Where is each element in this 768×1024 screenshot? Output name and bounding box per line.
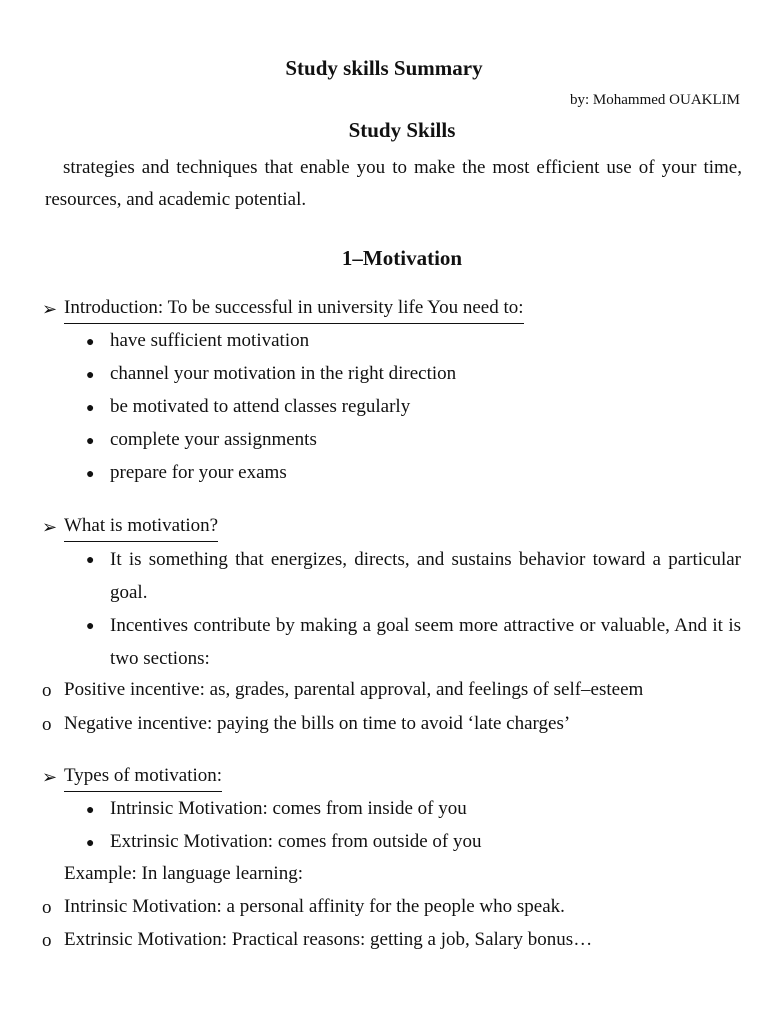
intro-list-item: channel your motivation in the right direction [110,363,457,384]
arrow-bullet-icon: ➢ [42,517,58,537]
arrow-bullet-icon: ➢ [42,299,58,319]
types-sub-item: Intrinsic Motivation: a personal affinity for the people who speak. [64,896,565,917]
intro-list-item: complete your assignments [110,429,317,450]
types-list-item: Extrinsic Motivation: comes from outside of you [110,831,482,852]
intro-list-item: be motivated to attend classes regularly [110,396,411,417]
types-list-item: Intrinsic Motivation: comes from inside of you [110,798,467,819]
intro-heading: Introduction: To be successful in university life You need to: [64,297,524,324]
bullet-icon: ● [86,368,95,383]
bullet-icon: ● [86,434,95,449]
what-list-item: Incentives contribute by making a goal seem more attractive or valuable, And it is two sections: [110,615,741,669]
bullet-icon: ● [86,619,95,634]
circle-bullet-icon: o [42,930,52,951]
types-example: Example: In language learning: [64,863,303,884]
types-heading: Types of motivation: [64,765,222,792]
what-list-item: It is something that energizes, directs, and sustains behavior toward a particular goal. [110,549,741,603]
intro-paragraph: strategies and techniques that enable you to make the most efficient use of your time, resources, and academic potential. [45,157,742,210]
bullet-icon: ● [86,401,95,416]
bullet-icon: ● [86,803,95,818]
bullet-icon: ● [86,553,95,568]
what-sub-item: Negative incentive: paying the bills on time to avoid ‘late charges’ [64,713,571,734]
what-heading: What is motivation? [64,515,218,542]
arrow-bullet-icon: ➢ [42,767,58,787]
intro-list-item: prepare for your exams [110,462,287,483]
what-sub-item: Positive incentive: as, grades, parental approval, and feelings of self–esteem [64,679,644,700]
circle-bullet-icon: o [42,680,52,701]
circle-bullet-icon: o [42,714,52,735]
intro-list-item: have sufficient motivation [110,330,310,351]
document-title: Study skills Summary [285,56,483,80]
types-sub-item: Extrinsic Motivation: Practical reasons: getting a job, Salary bonus… [64,929,593,950]
section-title: 1–Motivation [341,246,463,270]
circle-bullet-icon: o [42,897,52,918]
document-subtitle: Study Skills [348,118,456,142]
bullet-icon: ● [86,335,95,350]
bullet-icon: ● [86,467,95,482]
author-byline: by: Mohammed OUAKLIM [570,92,740,108]
bullet-icon: ● [86,836,95,851]
